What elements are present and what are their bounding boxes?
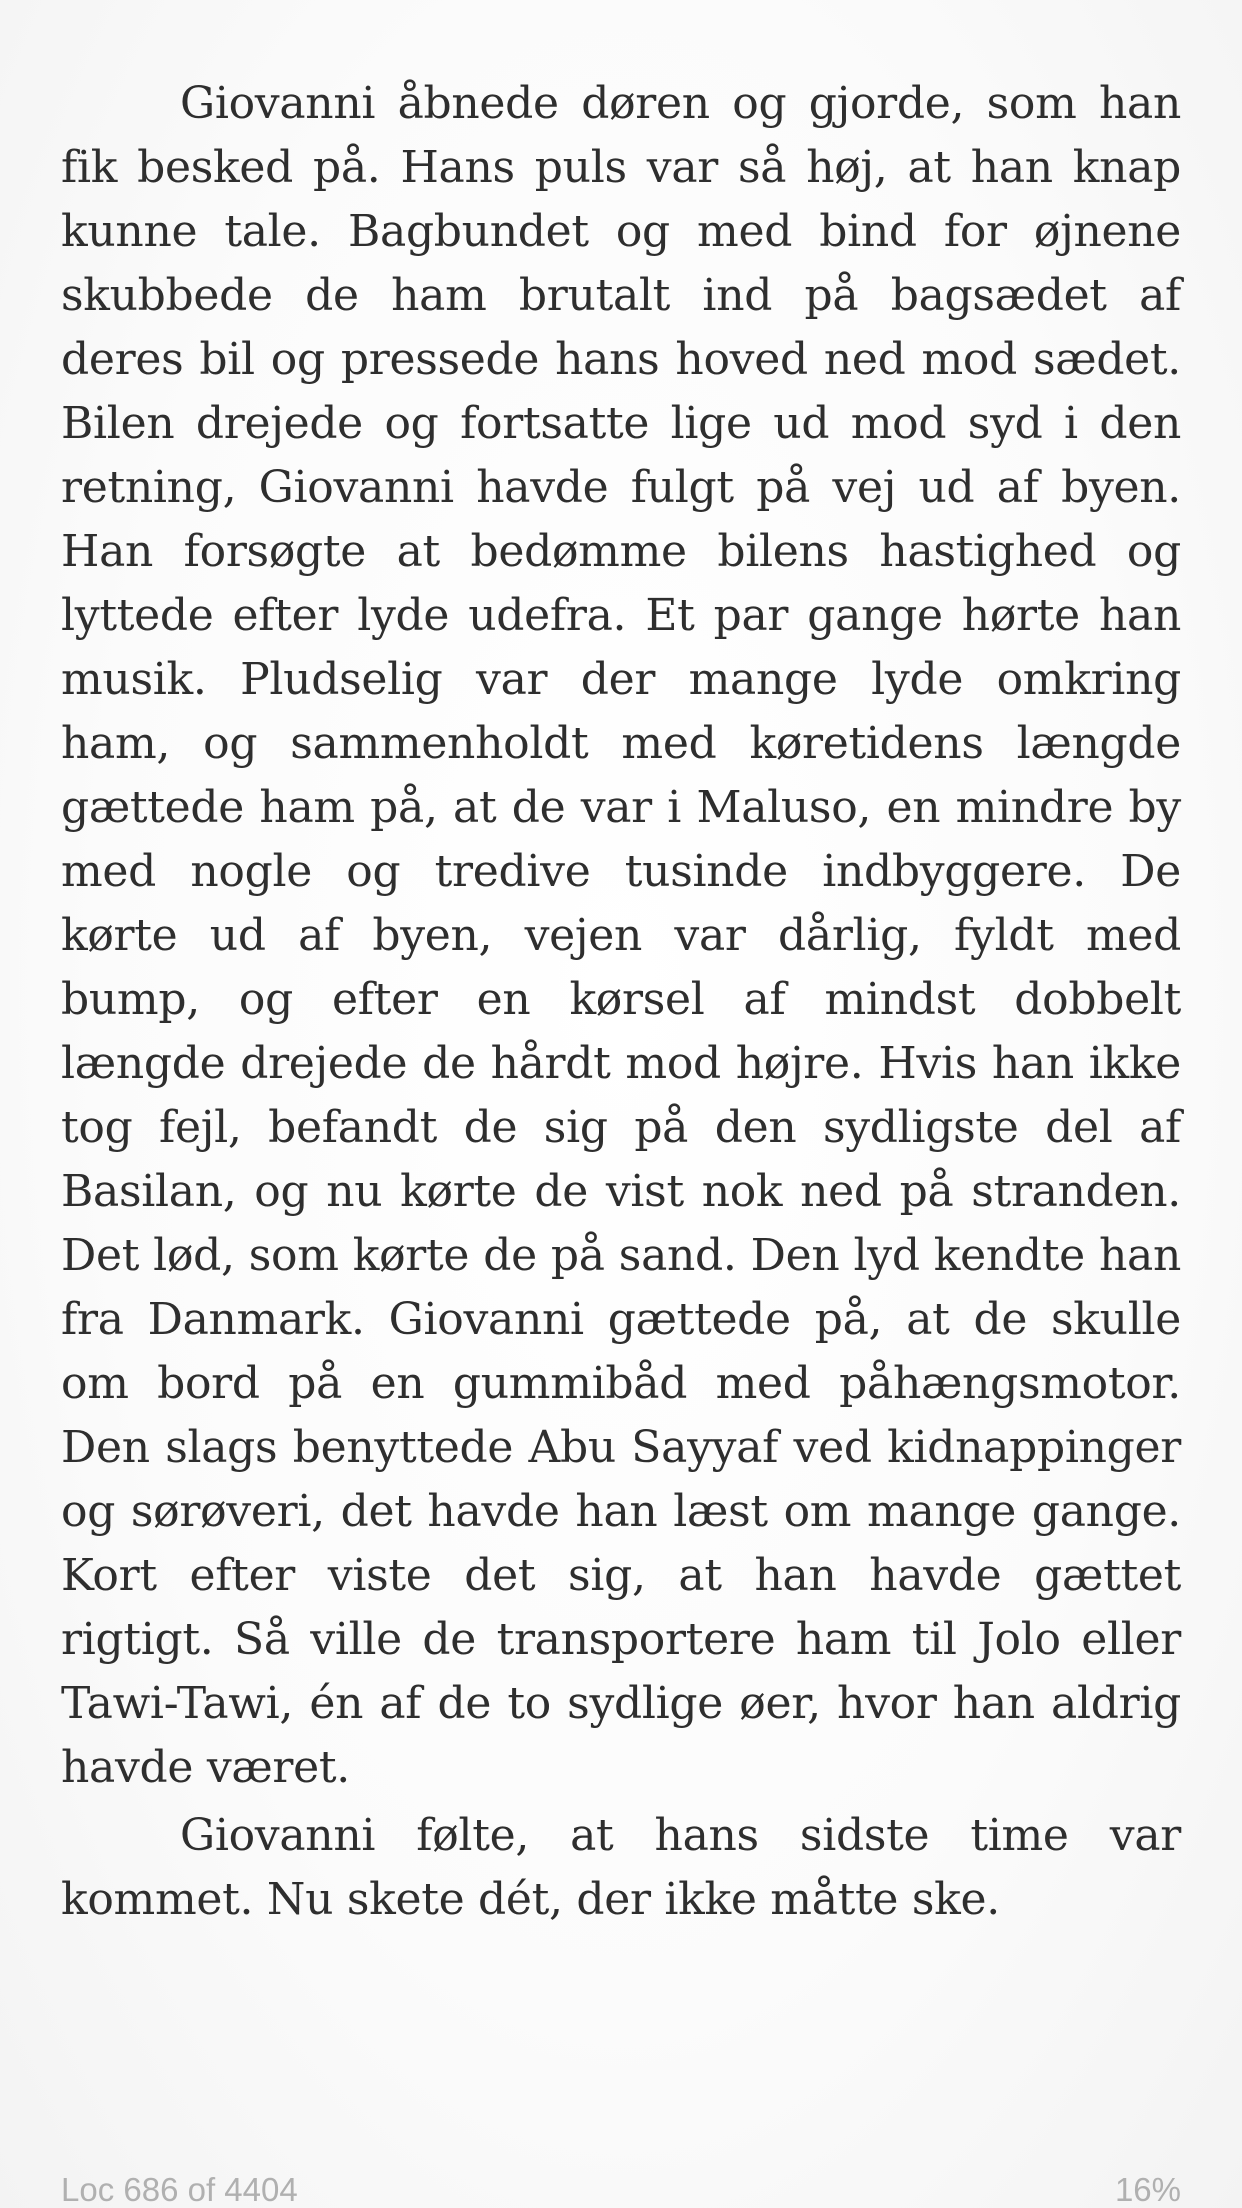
paragraph: Giovanni følte, at hans sidste time var kommet. Nu skete dét, der ikke måtte ske.	[61, 1810, 1181, 1925]
book-text	[61, 72, 1181, 1932]
reading-footer[interactable]	[61, 2172, 1181, 2208]
progress-percent[interactable]: 16%	[1114, 2171, 1181, 2208]
paragraph: Giovanni åbnede døren og gjorde, som han fik besked på. Hans puls var så høj, at han knap kunne tale. Bagbundet og med bind for øjnene skubbede de ham brutalt ind på bagsædet af deres bil og pressede hans hoved ned mod sædet. Bilen drejede og fortsatte lige ud mod syd i den retning, Giovanni havde fulgt på vej ud af byen. Han forsøgte at bedømme bilens hastighed og lyttede efter lyde udefra. Et par gange hørte han musik. Pludselig var der mange lyde omkring ham, og sammenholdt med køretidens længde gættede ham på, at de var i Maluso, en mindre by med nogle og tredive tusinde indbyggere. De kørte ud af byen, vejen var dårlig, fyldt med bump, og efter en kørsel af mindst dobbelt længde drejede de hårdt mod højre. Hvis han ikke tog fejl, befandt de sig på den sydligste del af Basilan, og nu kørte de vist nok ned på stranden. Det lød, som kørte de på sand. Den lyd kendte han fra Danmark. Giovanni gættede på, at de skulle om bord på en gummibåd med påhængsmotor. Den slags benyttede Abu Sayyaf ved kidnappinger og sørøveri, det havde han læst om mange gange. Kort efter viste det sig, at han havde gættet rigtigt. Så ville de transportere ham til Jolo eller Tawi-Tawi, én af de to sydlige øer, hvor han aldrig havde været.	[61, 78, 1181, 1793]
location-indicator[interactable]: Loc 686 of 4404	[61, 2171, 298, 2208]
